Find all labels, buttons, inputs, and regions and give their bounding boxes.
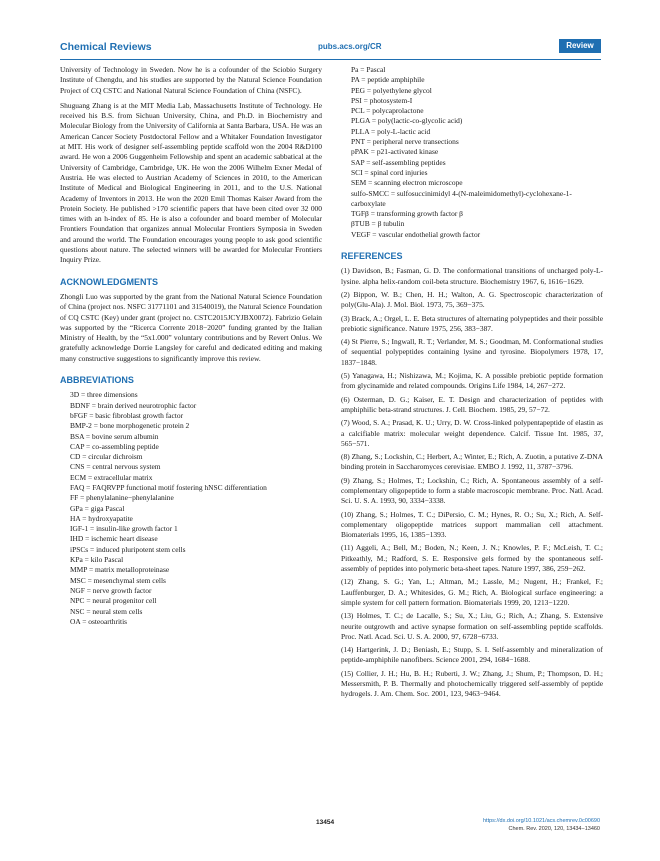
header-rule	[60, 59, 601, 60]
abbreviation-item: NPC = neural progenitor cell	[70, 596, 157, 606]
reference-item: (5) Yanagawa, H.; Nishizawa, M.; Kojima, K. A possible prebiotic peptide formation from glycinamide and related compounds. Origins Life 1984, 14, 267−272.	[341, 371, 603, 391]
reference-item: (4) St Pierre, S.; Ingwall, R. T.; Verlander, M. S.; Goodman, M. Conformational studies of sequential polypeptides containing lysine and tyrosine. Biopolymers 1978, 17, 1837−1848.	[341, 337, 603, 367]
abbreviation-item: 3D = three dimensions	[70, 390, 138, 400]
abbreviation-item: PLLA = poly-L-lactic acid	[351, 126, 431, 136]
abbreviation-item: KPa = kilo Pascal	[70, 555, 124, 565]
acknowledgments-text: Zhongli Luo was supported by the grant from the National Natural Science Foundation of China (project nos. NSFC 31771101 and 31540019), the Natural Science Foundation of CQ CSTC (Key) under grant (project no. CSTC2015JCYJBX0072). Fabrizio Gelain was supported by the “Ricerca Corrente 2018−2020” funding granted by the Italian Ministry of Health, by the “5x1.000” voluntary contributions and by Revert Onlus. We gratefully acknowledge Dorrie Langsley for careful and dedicated editing and making many constructive suggestions to significantly improve this review.	[60, 291, 322, 363]
abbreviation-item: CNS = central nervous system	[70, 462, 161, 472]
abbreviation-item: BSA = bovine serum albumin	[70, 431, 159, 441]
abbreviation-item: FAQ = FAQRVPP functional motif fostering hNSC differentiation	[70, 482, 267, 492]
abbreviation-item: MMP = matrix metalloproteinase	[70, 565, 170, 575]
abbreviation-item: Pa = Pascal	[351, 65, 386, 74]
abbreviation-item: PA = peptide amphiphile	[351, 75, 425, 85]
abbreviation-item: CD = circular dichroism	[70, 452, 143, 462]
abbreviation-item: VEGF = vascular endothelial growth factor	[351, 229, 481, 239]
doi-link[interactable]: https://dx.doi.org/10.1021/acs.chemrev.0c00690	[483, 818, 600, 824]
abbreviation-item: SEM = scanning electron microscope	[351, 178, 463, 188]
abbreviation-item: SAP = self-assembling peptides	[351, 157, 446, 167]
article-type-badge: Review	[559, 39, 601, 53]
abbreviation-item: βTUB = β tubulin	[351, 219, 405, 229]
reference-item: (1) Davidson, B.; Fasman, G. D. The conformational transitions of uncharged poly-L-lysine. alpha helix-random coil-beta structure. Biochemistry 1967, 6, 1616−1629.	[341, 266, 603, 286]
abbreviation-item: NSC = neural stem cells	[70, 606, 143, 616]
journal-url[interactable]: pubs.acs.org/CR	[318, 42, 382, 51]
bio-paragraph-2: Shuguang Zhang is at the MIT Media Lab, Massachusetts Institute of Technology. He received his B.S. from Sichuan University, China, and Ph.D. in Biochemistry and Molecular Biology from the University of California at Santa Barbara, USA. He was an American Cancer Society Postdoctoral Fellow and a Whitaker Foundation Investigator at MIT. His work of designer self-assembling peptide scaffold won the 2004 R&D100 award. He won a 2006 Guggenheim Fellowship and spent an academic sabbatical at the University of Cambridge, Cambridge, UK. He won the 2006 Wilhelm Exner Medal of Austria. He was elected to Austrian Academy of Sciences in 2010, to the American Institute of Medical and Biological Engineering in 2011, and to the U.S. National Academy of Inventors in 2013. He won the 2020 Emil Thomas Kaiser Award from the Protein Society. He published >170 scientific papers that have been cited over 32 000 times with an h-index of 85. He is also a cofounder and board member of Molecular Frontiers Foundation that organizes annual Molecular Frontiers Symposia in Sweden and around the world. The Foundation encourages young people to ask good scientific questions about nature. The selected winners will be awarded for Molecular Frontiers Inquiry Prize.	[60, 100, 322, 265]
acknowledgments-heading: ACKNOWLEDGMENTS	[60, 276, 158, 287]
right-column	[341, 65, 603, 703]
references-heading: REFERENCES	[341, 251, 403, 262]
abbreviation-item: iPSCs = induced pluripotent stem cells	[70, 544, 186, 554]
abbreviation-item: HA = hydroxyapatite	[70, 513, 133, 523]
reference-item: (3) Brack, A.; Orgel, L. E. Beta structures of alternating polypeptides and their possible prebiotic significance. Nature 1975, 256, 383−387.	[341, 313, 603, 333]
reference-item: (11) Aggeli, A.; Bell, M.; Boden, N.; Keen, J. N.; Knowles, P. F.; McLeish, T. C.; Pitkeathly, M.; Radford, S. E. Responsive gels formed by the spontaneous self-assembly of peptides into polymeric beta-sheet tapes. Nature 1997, 386, 259−262.	[341, 543, 603, 574]
abbreviation-item: FF = phenylalanine−phenylalanine	[70, 493, 174, 503]
abbreviation-item: bFGF = basic fibroblast growth factor	[70, 410, 184, 420]
citation-line: Chem. Rev. 2020, 120, 13434−13460	[508, 826, 600, 832]
reference-item: (6) Osterman, D. G.; Kaiser, E. T. Design and characterization of peptides with amphiphilic beta-strand structures. J. Cell. Biochem. 1985, 29, 57−72.	[341, 394, 603, 414]
abbreviation-item: PNT = peripheral nerve transections	[351, 137, 459, 147]
page-header	[60, 41, 601, 59]
reference-item: (7) Wood, S. A.; Prasad, K. U.; Urry, D. W. Cross-linked polypentapeptide of elastin as a calcifiable matrix: molecular weight dependence. Calcif. Tissue Int. 1985, 37, 565−571.	[341, 418, 603, 448]
references-list	[341, 266, 603, 699]
abbreviation-item: SCI = spinal cord injuries	[351, 167, 428, 177]
abbreviation-item: PSI = photosystem-I	[351, 95, 413, 105]
reference-item: (13) Holmes, T. C.; de Lacalle, S.; Su, X.; Liu, G.; Rich, A.; Zhang, S. Extensive neurite outgrowth and active synapse formation on self-assembling peptide scaffolds. Proc. Natl. Acad. Sci. U. S. A. 2000, 97, 6728−6733.	[341, 611, 603, 641]
abbreviation-item: BMP-2 = bone morphogenetic protein 2	[70, 421, 190, 431]
abbreviation-item: GPa = giga Pascal	[70, 503, 125, 513]
abbreviation-item: MSC = mesenchymal stem cells	[70, 575, 166, 585]
abbreviation-item: PCL = polycaprolactone	[351, 106, 424, 116]
abbreviation-item: IGF-1 = insulin-like growth factor 1	[70, 524, 178, 534]
reference-item: (12) Zhang, S. G.; Yan, L.; Altman, M.; Lassle, M.; Nugent, H.; Frankel, F.; Lauffenburger, D. A.; Whitesides, G. M.; Rich, A. Biological surface engineering: a simple system for cell pattern formation. Biomaterials 1999, 20, 1213−1220.	[341, 577, 603, 607]
reference-item: (8) Zhang, S.; Lockshin, C.; Herbert, A.; Winter, E.; Rich, A. Zuotin, a putative Z-DNA binding protein in Saccharomyces cerevisiae. EMBO J. 1992, 11, 3787−3796.	[341, 452, 603, 472]
left-column	[60, 65, 322, 627]
bio-paragraph-1: University of Technology in Sweden. Now he is a cofounder of the Sciobio Surgery Institute of Chengdu, and his studies are supported by the Natural Science Foundation Project of CQ CSTC and National Natural Science Foundation of China (NSFC).	[60, 65, 322, 95]
page-number: 13454	[316, 819, 335, 826]
journal-title: Chemical Reviews	[60, 41, 152, 53]
reference-item: (2) Bippon, W. B.; Chen, H. H.; Walton, A. G. Spectroscopic characterization of poly(Glu-Ala). J. Mol. Biol. 1973, 75, 369−375.	[341, 289, 603, 310]
abbreviation-item: OA = osteoarthritis	[70, 616, 128, 626]
abbreviation-item: CAP = co-assembling peptide	[70, 441, 159, 451]
reference-item: (10) Zhang, S.; Holmes, T. C.; DiPersio, C. M.; Hynes, R. O.; Su, X.; Rich, A. Self-complementary oligopeptide matrices support mammalian cell attachment. Biomaterials 1995, 16, 1385−1393.	[341, 509, 603, 540]
abbreviation-item: pPAK = p21-activated kinase	[351, 147, 439, 157]
reference-item: (14) Hartgerink, J. D.; Beniash, E.; Stupp, S. I. Self-assembly and mineralization of peptide-amphiphile nanofibers. Science 2001, 294, 1684−1688.	[341, 645, 603, 665]
abbreviation-item: TGFβ = transforming growth factor β	[351, 209, 463, 219]
abbreviation-item: BDNF = brain derived neurotrophic factor	[70, 400, 197, 410]
reference-item: (15) Collier, J. H.; Hu, B. H.; Ruberti, J. W.; Zhang, J.; Shum, P.; Thompson, D. H.; Messersmith, P. B. Thermally and photochemically triggered self-assembly of peptide hydrogels. J. Am. Chem. Soc. 2001, 123, 9463−9464.	[341, 668, 603, 699]
reference-item: (9) Zhang, S.; Holmes, T.; Lockshin, C.; Rich, A. Spontaneous assembly of a self-complementary oligopeptide to form a stable macroscopic membrane. Proc. Natl. Acad. Sci. U. S. A. 1993, 90, 3334−3338.	[341, 475, 603, 506]
abbreviation-item: IHD = ischemic heart disease	[70, 534, 158, 544]
abbreviation-item: PEG = polyethylene glycol	[351, 85, 432, 95]
abbreviations-list-right	[341, 65, 603, 240]
abbreviation-item: ECM = extracellular matrix	[70, 472, 153, 482]
abbreviation-item: PLGA = poly(lactic-co-glycolic acid)	[351, 116, 463, 126]
abbreviation-item: sulfo-SMCC = sulfosuccinimidyl 4-(N-maleimidomethyl)-cyclohexane-1-carboxylate	[351, 188, 572, 208]
abbreviation-item: NGF = nerve growth factor	[70, 585, 152, 595]
abbreviations-heading: ABBREVIATIONS	[60, 375, 134, 386]
abbreviations-list-left	[60, 390, 322, 627]
